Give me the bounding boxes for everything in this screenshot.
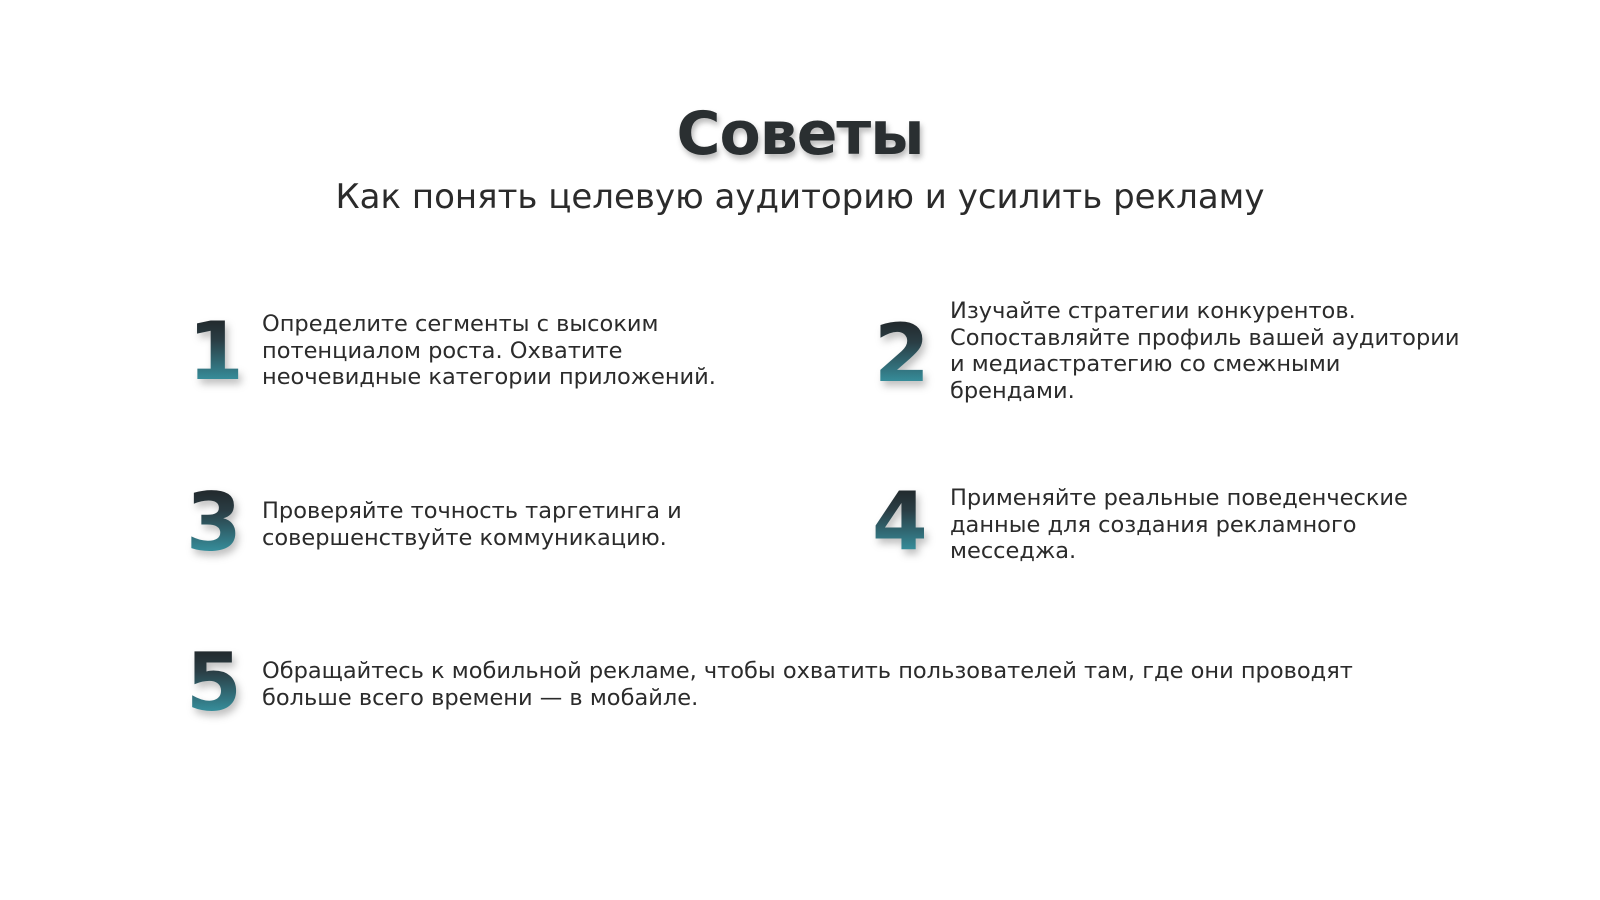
- tip-2-line: Сопоставляйте профиль вашей аудитории: [950, 324, 1460, 351]
- tip-3-line: совершенствуйте коммуникацию.: [262, 524, 667, 551]
- tip-number-3: 3: [186, 476, 242, 569]
- tip-number-2: 2: [874, 307, 930, 400]
- tip-4-line: данные для создания рекламного: [950, 511, 1357, 538]
- tip-1-line: неочевидные категории приложений.: [262, 364, 716, 390]
- tip-2-line: и медиастратегию со смежными: [950, 351, 1341, 377]
- tip-text-5: [262, 658, 1353, 711]
- tip-2-line: Изучайте стратегии конкурентов.: [950, 298, 1356, 324]
- tip-number-4: 4: [872, 475, 928, 568]
- tip-text-3: [262, 498, 682, 551]
- tip-number-5: 5: [186, 636, 242, 729]
- tip-text-2: [950, 298, 1459, 404]
- tip-1-line: Определите сегменты с высоким: [262, 311, 659, 337]
- tip-text-4: [950, 485, 1408, 565]
- page-title: Советы: [676, 99, 924, 169]
- page-subtitle: Как понять целевую аудиторию и усилить рекламу: [335, 177, 1265, 217]
- tip-2-line: брендами.: [950, 377, 1075, 404]
- tip-text-1: [262, 311, 716, 391]
- tip-4-line: месседжа.: [950, 538, 1077, 564]
- tip-1-line: потенциалом роста. Охватите: [262, 337, 623, 364]
- tip-number-1: 1: [188, 305, 244, 398]
- tip-3-line: Проверяйте точность таргетинга и: [262, 498, 682, 524]
- tip-4-line: Применяйте реальные поведенческие: [950, 485, 1408, 511]
- tip-5-line: больше всего времени — в мобайле.: [262, 684, 699, 711]
- tip-5-line: Обращайтесь к мобильной рекламе, чтобы охватить пользователей там, где они проводят: [262, 658, 1353, 684]
